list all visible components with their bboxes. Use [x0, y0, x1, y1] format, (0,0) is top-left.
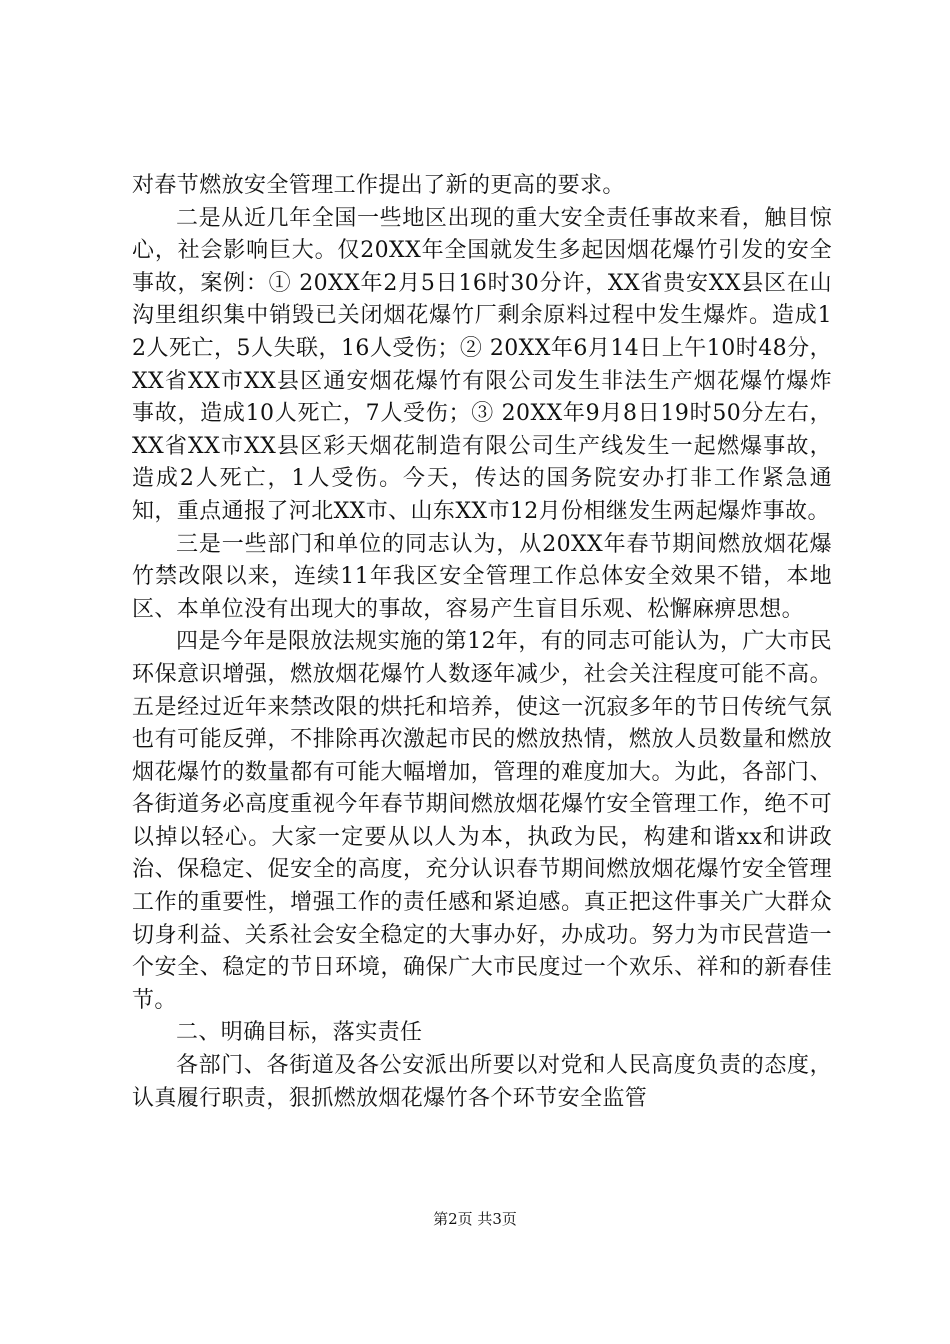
- document-body: [132, 170, 832, 1115]
- page-footer: [0, 1209, 950, 1229]
- paragraph-point-three: 三是一些部门和单位的同志认为，从20XX年春节期间燃放烟花爆竹禁改限以来，连续11年我区安全管理工作总体安全效果不错，本地区、本单位没有出现大的事故，容易产生盲目乐观、松懈麻痹思想。: [132, 531, 832, 622]
- paragraph-point-two: 二是从近几年全国一些地区出现的重大安全责任事故来看，触目惊心，社会影响巨大。仅20XX年全国就发生多起因烟花爆竹引发的安全事故，案例：① 20XX年2月5日16时30分许，XX省贵安XX县区在山沟里组织集中销毁已关闭烟花爆竹厂剩余原料过程中发生爆炸。造成12人死亡，5人失联，16人受伤；② 20XX年6月14日上午10时48分，XX省XX市XX县区通安烟花爆竹有限公司发生非法生产烟花爆竹爆炸事故，造成10人死亡，7人受伤；③ 20XX年9月8日19时50分左右，XX省XX市XX县区彩天烟花制造有限公司生产线发生一起燃爆事故，造成2人死亡，1人受伤。今天，传达的国务院安办打非工作紧急通知，重点通报了河北XX市、山东XX市12月份相继发生两起爆炸事故。: [132, 205, 832, 524]
- page-number: 第2页 共3页: [433, 1210, 517, 1228]
- paragraph-continuation: 对春节燃放安全管理工作提出了新的更高的要求。: [132, 173, 625, 198]
- paragraph-point-four: 四是今年是限放法规实施的第12年，有的同志可能认为，广大市民环保意识增强，燃放烟花爆竹人数逐年减少，社会关注程度可能不高。五是经过近年来禁改限的烘托和培养，使这一沉寂多年的节日传统气氛也有可能反弹，不排除再次激起市民的燃放热情，燃放人员数量和燃放烟花爆竹的数量都有可能大幅增加，管理的难度加大。为此，各部门、各街道务必高度重视今年春节期间燃放烟花爆竹安全管理工作，绝不可以掉以轻心。大家一定要从以人为本，执政为民，构建和谐xx和讲政治、保稳定、促安全的高度，充分认识春节期间燃放烟花爆竹安全管理工作的重要性，增强工作的责任感和紧迫感。真正把这件事关广大群众切身利益、关系社会安全稳定的大事办好，办成功。努力为市民营造一个安全、稳定的节日环境，确保广大市民度过一个欢乐、祥和的新春佳节。: [132, 629, 832, 1013]
- section-heading: 二、明确目标，落实责任: [176, 1020, 423, 1046]
- paragraph-section-two-body: 各部门、各街道及各公安派出所要以对党和人民高度负责的态度，认真履行职责，狠抓燃放烟花爆竹各个环节安全监管: [132, 1053, 832, 1111]
